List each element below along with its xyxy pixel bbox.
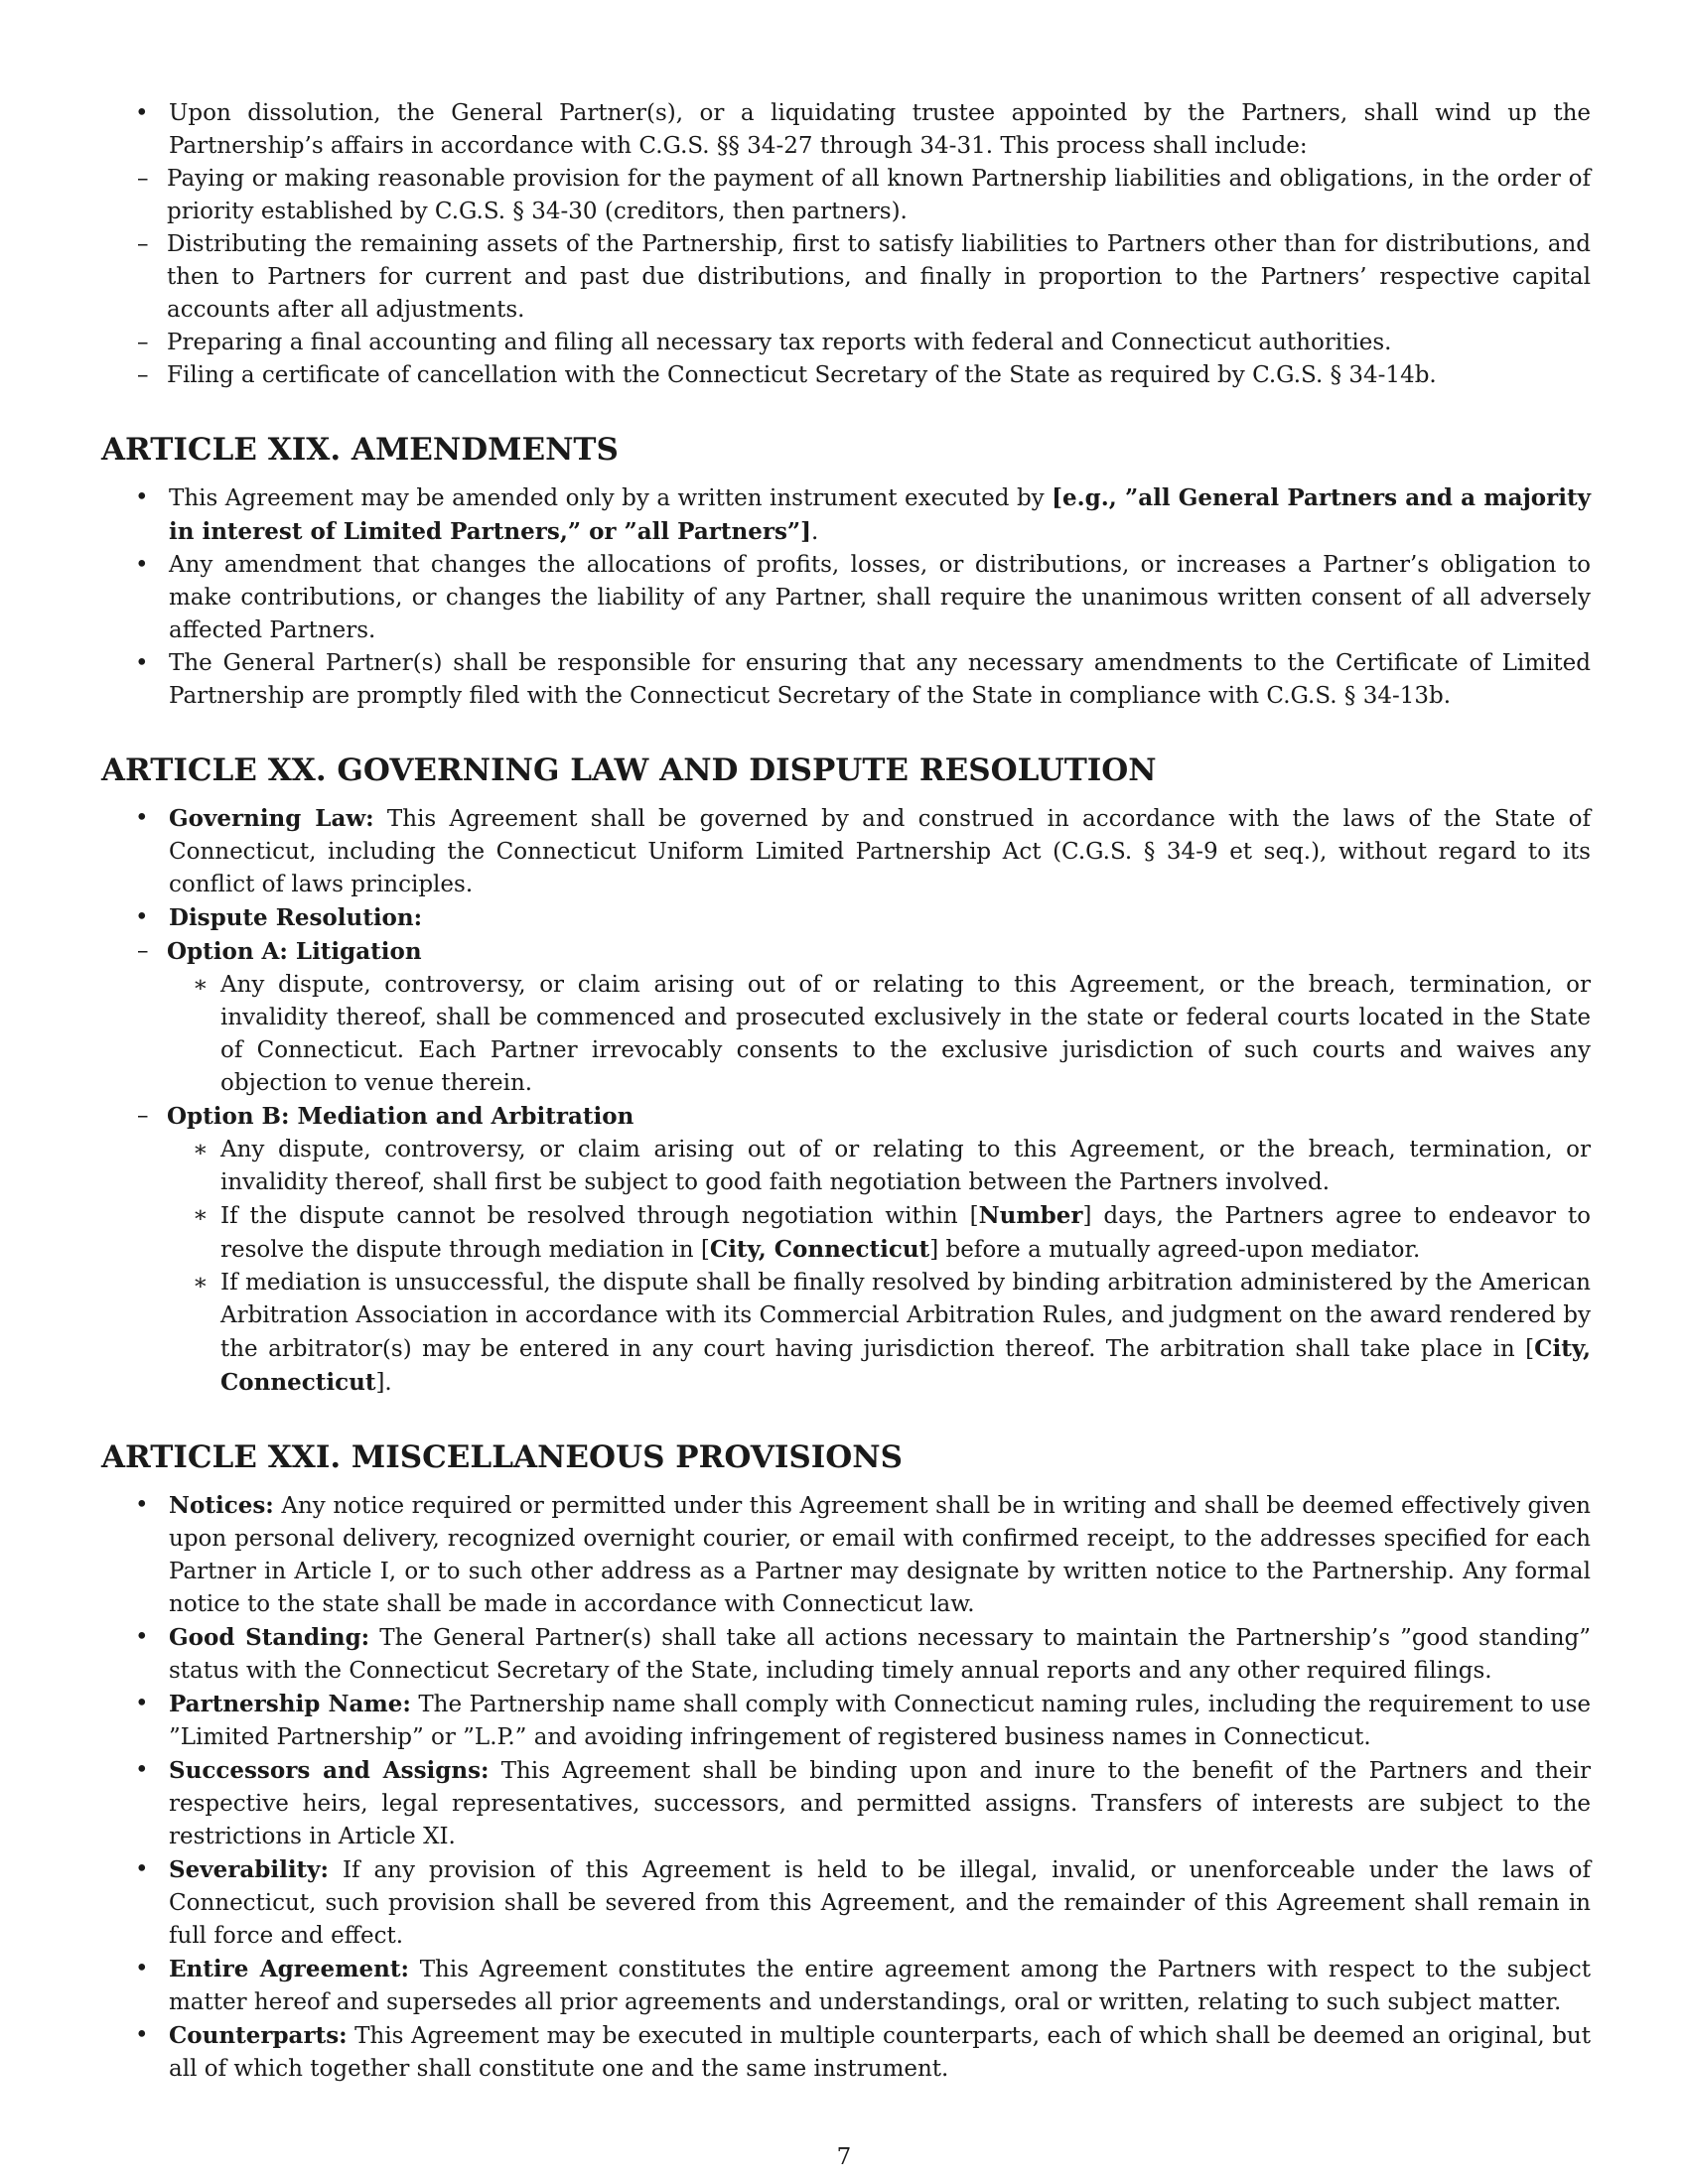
list-item xyxy=(167,935,1591,1100)
list-item xyxy=(101,2019,1591,2086)
list-item-text: Paying or making reasonable provision for the payment of all known Partnership liabilities and obligations, in the order of priority established by C.G.S. § 34-30 (creditors, then partners). xyxy=(167,166,1591,224)
placeholder-text: [e.g., ”all General Partners and a majority in interest of Limited Partners,” or ”all Partners”] xyxy=(169,484,1591,545)
punctuation: ]. xyxy=(375,1370,392,1396)
list-item xyxy=(101,1853,1591,1953)
list-item xyxy=(101,1688,1591,1754)
list-item xyxy=(167,228,1591,327)
list-item xyxy=(101,1953,1591,2019)
list-item-text: Any notice required or permitted under this Agreement shall be in writing and shall be deemed effectively given upon personal delivery, recognized overnight courier, or email with confirmed receipt, to the addresses specified for each Partner in Article I, or to such other address as a Partner may designate by written notice to the Partnership. Any formal notice to the state shall be made in accordance with Connecticut law. xyxy=(169,1493,1591,1617)
article-heading: ARTICLE XX. GOVERNING LAW AND DISPUTE RESOLUTION xyxy=(101,752,1157,788)
item-label: Good Standing: xyxy=(169,1624,370,1651)
list-item-text: This Agreement shall be governed by and construed in accordance with the laws of the State of Connecticut, including the Connecticut Uniform Limited Partnership Act (C.G.S. § 34-9 et seq.), without regard to its conflict of laws principles. xyxy=(169,806,1591,897)
list-item-text: If the dispute cannot be resolved through negotiation within [ xyxy=(220,1203,979,1229)
list-item xyxy=(220,1267,1591,1400)
list-item xyxy=(167,327,1591,359)
placeholder-text: City, Connecticut xyxy=(709,1236,930,1263)
dissolution-intro: Upon dissolution, the General Partner(s), or a liquidating trustee appointed by the Partners, shall wind up the Partnership’s affairs in accordance with C.G.S. §§ 34-27 through 34-31. This process shall include: xyxy=(169,100,1591,159)
article-heading: ARTICLE XIX. AMENDMENTS xyxy=(101,432,619,468)
list-item xyxy=(167,163,1591,228)
list-item xyxy=(101,1754,1591,1853)
item-label: Notices: xyxy=(169,1492,274,1519)
list-item xyxy=(101,901,1591,1400)
list-item xyxy=(101,1489,1591,1621)
list-item-text: This Agreement may be executed in multiple counterparts, each of which shall be deemed an original, but all of which together shall constitute one and the same instrument. xyxy=(169,2023,1591,2082)
list-item xyxy=(167,1100,1591,1400)
list-item-text: Any dispute, controversy, or claim arising out of or relating to this Agreement, or the breach, termination, or invalidity thereof, shall first be subject to good faith negotiation between the Partners involved. xyxy=(220,1137,1591,1195)
list-item-text: The General Partner(s) shall take all actions necessary to maintain the Partnership’s ”good standing” status with the Connecticut Secretary of the State, including timely annual reports and any other required filings. xyxy=(169,1625,1591,1684)
item-label: Dispute Resolution: xyxy=(169,904,423,931)
list-item xyxy=(101,1621,1591,1688)
list-item xyxy=(101,647,1591,713)
item-label: Governing Law: xyxy=(169,805,374,832)
list-item xyxy=(101,481,1591,549)
article-heading: ARTICLE XXI. MISCELLANEOUS PROVISIONS xyxy=(101,1439,903,1475)
item-label: Partnership Name: xyxy=(169,1691,411,1717)
list-item-text: If any provision of this Agreement is held to be illegal, invalid, or unenforceable under the laws of Connecticut, such provision shall be severed from this Agreement, and the remainder of this Agreement shall remain in full force and effect. xyxy=(169,1857,1591,1949)
placeholder-text: Number xyxy=(978,1202,1083,1229)
list-item-text: The General Partner(s) shall be responsible for ensuring that any necessary amendments to the Certificate of Limited Partnership are promptly filed with the Connecticut Secretary of the State in compliance with C.G.S. § 34-13b. xyxy=(169,650,1591,709)
amendments-list xyxy=(101,481,1591,713)
list-item-text: Filing a certificate of cancellation with the Connecticut Secretary of the State as required by C.G.S. § 34-14b. xyxy=(167,362,1437,388)
option-b-list xyxy=(167,1134,1591,1400)
list-item-text: This Agreement may be amended only by a written instrument executed by xyxy=(169,485,1053,511)
list-item xyxy=(220,1199,1591,1267)
list-item-text: Any amendment that changes the allocations of profits, losses, or distributions, or increases a Partner’s obligation to make contributions, or changes the liability of any Partner, shall require the unanimous written consent of all adversely affected Partners. xyxy=(169,552,1591,643)
dissolution-sublist xyxy=(169,163,1591,392)
item-label: Severability: xyxy=(169,1856,330,1883)
list-item-text: The Partnership name shall comply with Connecticut naming rules, including the requirement to use ”Limited Partnership” or ”L.P.” and avoiding infringement of registered business names in Connecticut. xyxy=(169,1692,1591,1750)
placeholder-text: City, Connecticut xyxy=(220,1335,1591,1396)
item-label: Successors and Assigns: xyxy=(169,1757,490,1784)
page-number: 7 xyxy=(836,2144,852,2170)
list-item-text: Any dispute, controversy, or claim arising out of or relating to this Agreement, or the breach, termination, or invalidity thereof, shall be commenced and prosecuted exclusively in the state or federal courts located in the State of Connecticut. Each Partner irrevocably consents to the exclusive jurisdiction of such courts and waives any objection to venue therein. xyxy=(220,972,1591,1096)
list-item-text: ] days, the Partners agree to endeavor to resolve the dispute through mediation in [ xyxy=(220,1203,1591,1263)
page-content xyxy=(101,97,1591,2086)
list-item-text: Distributing the remaining assets of the Partnership, first to satisfy liabilities to Partners other than for distributions, and then to Partners for current and past due distributions, and finally in proportion to the Partners’ respective capital accounts after all adjustments. xyxy=(167,231,1591,323)
list-item xyxy=(220,1134,1591,1199)
list-item xyxy=(101,97,1591,392)
option-label: Option A: Litigation xyxy=(167,938,422,965)
list-item-text: ] before a mutually agreed-upon mediator. xyxy=(929,1237,1421,1263)
dissolution-list xyxy=(101,97,1591,392)
list-item-text: This Agreement shall be binding upon and inure to the benefit of the Partners and their respective heirs, legal representatives, successors, and permitted assigns. Transfers of interests are subject to the restrictions in Article XI. xyxy=(169,1758,1591,1849)
miscellaneous-list xyxy=(101,1489,1591,2086)
item-label: Counterparts: xyxy=(169,2022,348,2049)
governing-law-list xyxy=(101,802,1591,1400)
list-item xyxy=(101,549,1591,647)
punctuation: . xyxy=(811,519,819,545)
list-item xyxy=(101,802,1591,901)
dispute-options-list xyxy=(169,935,1591,1400)
option-a-list xyxy=(167,969,1591,1100)
list-item-text: Preparing a final accounting and filing all necessary tax reports with federal and Connecticut authorities. xyxy=(167,330,1392,355)
list-item-text: This Agreement constitutes the entire agreement among the Partners with respect to the subject matter hereof and supersedes all prior agreements and understandings, oral or written, relating to such subject matter. xyxy=(169,1957,1591,2015)
item-label: Entire Agreement: xyxy=(169,1956,409,1982)
list-item xyxy=(220,969,1591,1100)
list-item-text: If mediation is unsuccessful, the dispute shall be finally resolved by binding arbitration administered by the American Arbitration Association in accordance with its Commercial Arbitration Rules, and judgment on the award rendered by the arbitrator(s) may be entered in any court having jurisdiction thereof. The arbitration shall take place in [ xyxy=(220,1270,1591,1362)
option-label: Option B: Mediation and Arbitration xyxy=(167,1103,634,1130)
list-item xyxy=(167,359,1591,392)
